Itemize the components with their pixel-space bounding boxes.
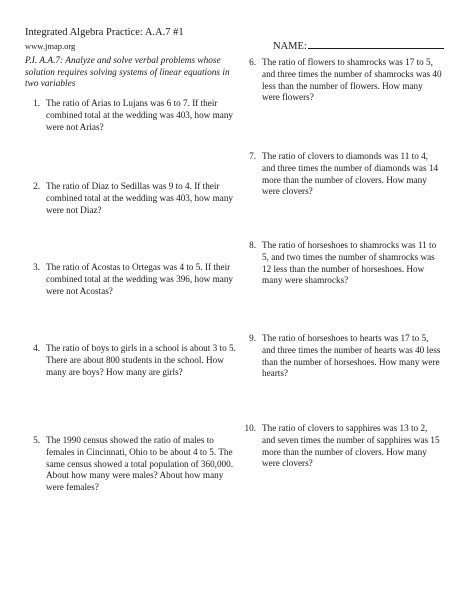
problem-number: 5. bbox=[33, 435, 40, 445]
worksheet-title: Integrated Algebra Practice: A.A.7 #1 bbox=[25, 27, 184, 38]
problem-text: The ratio of clovers to sapphires was 13 to 2, and seven times the number of sapphires was 15 more than the number of clovers. How many were clovers? bbox=[262, 423, 440, 469]
problem-number: 1. bbox=[33, 98, 40, 108]
problem-text: The ratio of boys to girls in a school is about 3 to 5. There are about 800 students in the school. How many are boys? How many are girls? bbox=[46, 343, 236, 377]
name-blank-line bbox=[308, 38, 444, 49]
problem-number: 4. bbox=[33, 343, 40, 353]
problem-text: The ratio of Arias to Lujans was 6 to 7. If their combined total at the wedding was 403, how many were not Arias? bbox=[46, 98, 234, 132]
problem-number: 2. bbox=[33, 181, 40, 191]
name-label: NAME: bbox=[273, 41, 307, 52]
problem-text: The ratio of Acostas to Ortegas was 4 to 5. If their combined total at the wedding was 396, how many were not Acostas? bbox=[46, 262, 234, 296]
problem-text: The 1990 census showed the ratio of males to females in Cincinnati, Ohio to be about 4 to 5. The same census showed a total population of 360,000. About how many were males? About how many were females? bbox=[46, 435, 234, 493]
problem-number: 10. bbox=[244, 423, 256, 433]
problem-text: The ratio of flowers to shamrocks was 17 to 5, and three times the number of shamrocks was 40 less than the number of flowers. How many were flowers? bbox=[262, 57, 442, 103]
problem-text: The ratio of clovers to diamonds was 11 to 4, and three times the number of diamonds was 14 more than the number of clovers. How many were clovers? bbox=[262, 151, 439, 197]
problem-number: 8. bbox=[249, 240, 256, 250]
problem-number: 9. bbox=[249, 333, 256, 343]
problem-number: 6. bbox=[249, 57, 256, 67]
website-url: www.jmap.org bbox=[25, 41, 76, 51]
name-field bbox=[273, 38, 444, 53]
problem-number: 3. bbox=[33, 262, 40, 272]
problem-text: The ratio of horseshoes to shamrocks was 11 to 5, and two times the number of shamrocks was 12 less than the number of horseshoes. How many were shamrocks? bbox=[262, 240, 437, 286]
problem-text: The ratio of Diaz to Sedillas was 9 to 4. If their combined total at the wedding was 403, how many were not Diaz? bbox=[46, 181, 234, 215]
problem-text: The ratio of horseshoes to hearts was 17 to 5, and three times the number of hearts was 40 less than the number of horseshoes. How many were hearts? bbox=[262, 333, 441, 379]
problem-number: 7. bbox=[249, 151, 256, 161]
objective-text: P.I. A.A.7: Analyze and solve verbal problems whose solution requires solving systems of linear equations in two variables bbox=[25, 56, 230, 89]
